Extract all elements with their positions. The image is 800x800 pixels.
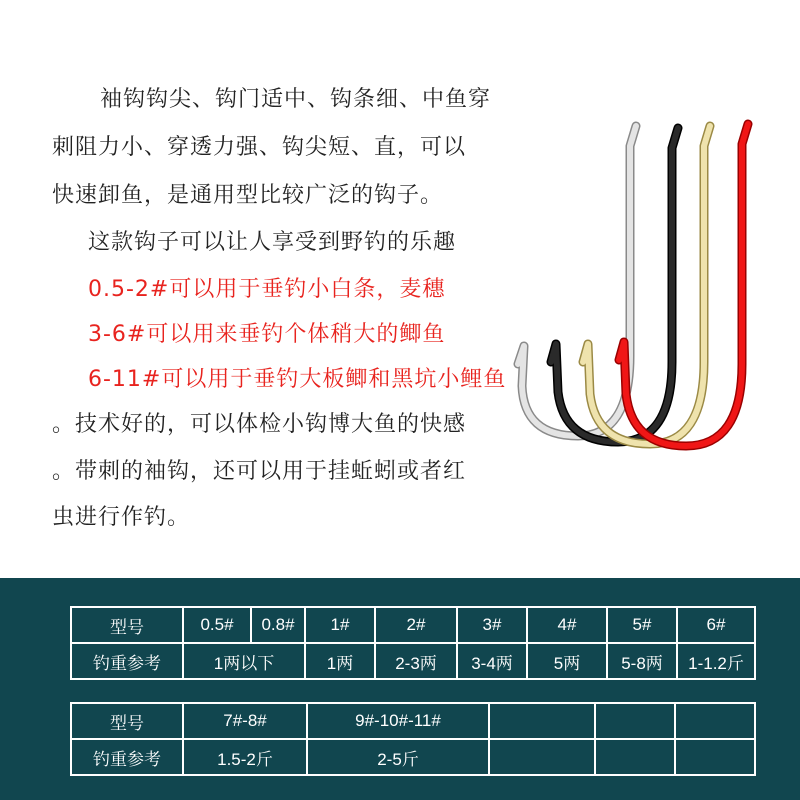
table-cell: 6# [677,607,755,643]
table-cell: 钓重参考 [71,643,183,679]
table-cell: 1-1.2斤 [677,643,755,679]
table-cell: 0.5# [183,607,251,643]
table-cell: 0.8# [251,607,305,643]
table-cell: 1.5-2斤 [183,739,307,775]
red-hook [619,124,748,446]
table-cell: 3-4两 [457,643,527,679]
table-cell: 1两以下 [183,643,305,679]
table-cell: 7#-8# [183,703,307,739]
table-cell: 3# [457,607,527,643]
table-cell [675,703,755,739]
table-cell: 型号 [71,703,183,739]
table-row [71,739,755,775]
table-cell: 型号 [71,607,183,643]
desc-line-4: 这款钩子可以让人享受到野钓的乐趣 [88,230,457,255]
silver-hook [518,126,636,436]
desc-line-3: 快速卸鱼，是通用型比较广泛的钩子。 [52,183,444,208]
desc-line-red-3: 6-11#可以用于垂钓大板鲫和黑坑小鲤鱼 [88,367,507,392]
desc-line-10: 虫进行作钓。 [52,505,191,530]
table-cell: 5两 [527,643,607,679]
fishing-hooks-illustration [508,118,778,458]
table-cell: 1# [305,607,375,643]
table-cell: 钓重参考 [71,739,183,775]
desc-line-9: 。带刺的袖钩，还可以用于挂蚯蚓或者红 [52,459,467,484]
desc-line-red-2: 3-6#可以用来垂钓个体稍大的鲫鱼 [88,322,446,347]
desc-line-8: 。技术好的，可以体检小钩博大鱼的快感 [52,412,467,437]
table-row [71,643,755,679]
desc-line-red-1: 0.5-2#可以用于垂钓小白条，麦穗 [88,277,446,302]
table-cell [489,739,595,775]
table-cell [489,703,595,739]
table-cell [595,739,675,775]
table-cell: 9#-10#-11# [307,703,489,739]
spec-panel [0,578,800,800]
table-cell: 5-8两 [607,643,677,679]
black-hook [551,128,678,442]
table-cell: 1两 [305,643,375,679]
gold-hook [583,126,710,444]
table-cell: 5# [607,607,677,643]
table-cell: 2# [375,607,457,643]
desc-line-1: 袖钩钩尖、钩门适中、钩条细、中鱼穿 [100,87,492,112]
table-cell [675,739,755,775]
spec-table-2 [70,702,756,776]
table-row [71,703,755,739]
table-row [71,607,755,643]
table-cell: 2-3两 [375,643,457,679]
desc-line-2: 刺阻力小、穿透力强、钩尖短、直，可以 [52,135,467,160]
table-cell: 4# [527,607,607,643]
table-cell: 2-5斤 [307,739,489,775]
spec-table-1 [70,606,756,680]
table-cell [595,703,675,739]
